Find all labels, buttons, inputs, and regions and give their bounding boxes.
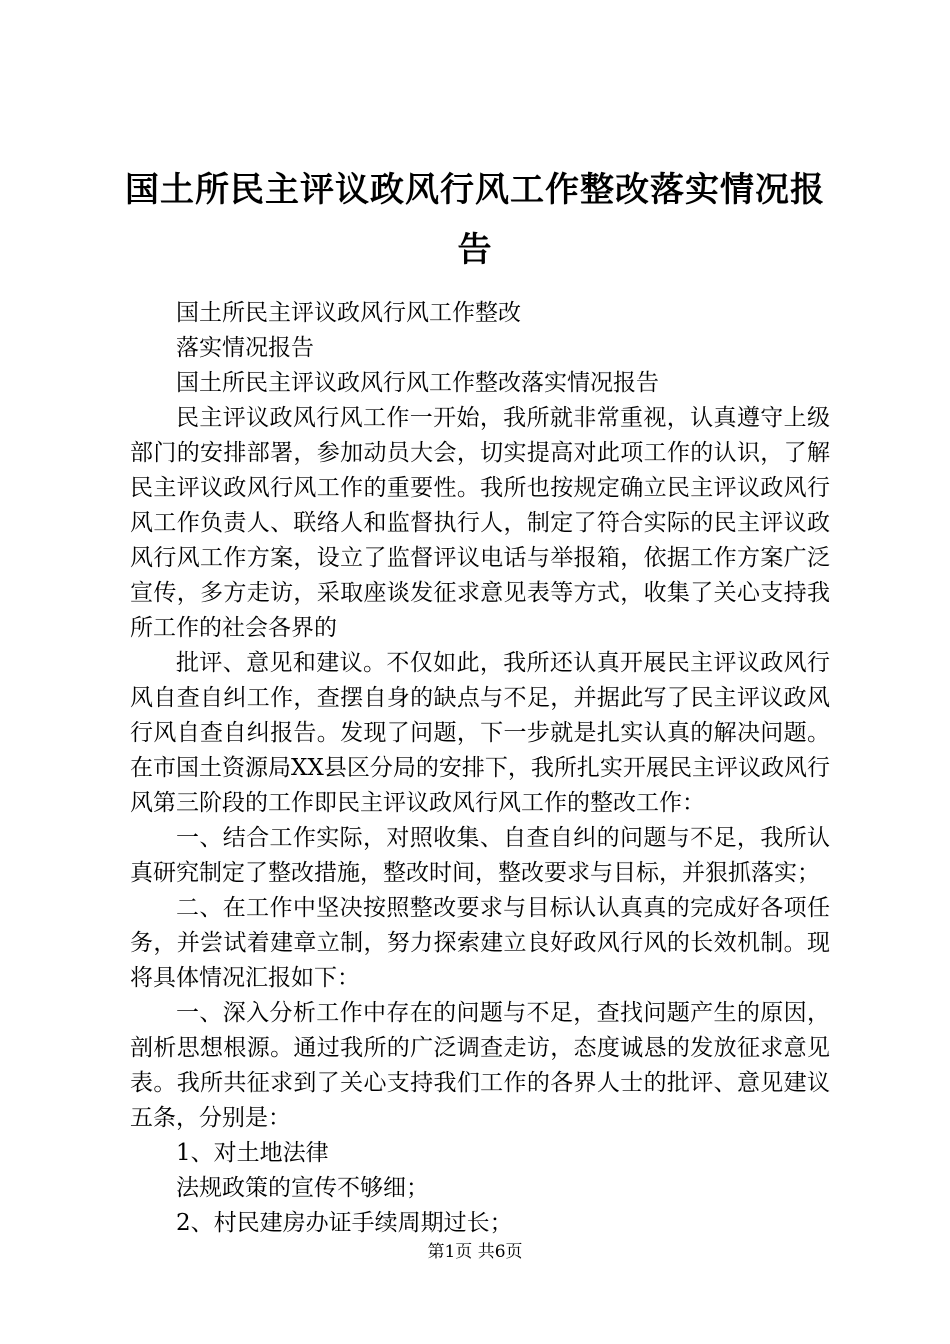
paragraph: 二、在工作中坚决按照整改要求与目标认认真真的完成好各项任务，并尝试着建章立制，努力探索建立良好政风行风的长效机制。现将具体情况汇报如下： [130,895,830,991]
document-title: 国土所民主评议政风行风工作整改落实情况报告 [125,170,825,270]
page-number-footer: 第1页 共6页 [427,1242,523,1262]
paragraph: 1、对土地法律 [176,1140,329,1166]
paragraph: 一、结合工作实际，对照收集、自查自纠的问题与不足，我所认真研究制定了整改措施，整改时间，整改要求与目标，并狠抓落实； [130,825,830,886]
paragraph: 落实情况报告 [176,335,314,361]
paragraph: 国土所民主评议政风行风工作整改落实情况报告 [176,370,659,396]
paragraph: 2、村民建房办证手续周期过长； [176,1210,513,1236]
paragraph: 法规政策的宣传不够细； [176,1175,429,1201]
paragraph: 民主评议政风行风工作一开始，我所就非常重视，认真遵守上级部门的安排部署，参加动员大会，切实提高对此项工作的认识，了解民主评议政风行风工作的重要性。我所也按规定确立民主评议政风行风工作负责人、联络人和监督执行人，制定了符合实际的民主评议政风行风工作方案，设立了监督评议电话与举报箱，依据工作方案广泛宣传，多方走访，采取座谈发征求意见表等方式，收集了关心支持我所工作的社会各界的 [130,405,830,641]
document-body [130,296,830,1241]
paragraph: 国土所民主评议政风行风工作整改 [176,300,521,326]
paragraph: 批评、意见和建议。不仅如此，我所还认真开展民主评议政风行风自查自纠工作，查摆自身的缺点与不足，并据此写了民主评议政风行风自查自纠报告。发现了问题，下一步就是扎实认真的解决问题。在市国土资源局XX县区分局的安排下，我所扎实开展民主评议政风行风第三阶段的工作即民主评议政风行风工作的整改工作： [130,650,830,816]
paragraph: 一、深入分析工作中存在的问题与不足，查找问题产生的原因，剖析思想根源。通过我所的广泛调查走访，态度诚恳的发放征求意见表。我所共征求到了关心支持我们工作的各界人士的批评、意见建议五条，分别是： [130,1000,830,1131]
